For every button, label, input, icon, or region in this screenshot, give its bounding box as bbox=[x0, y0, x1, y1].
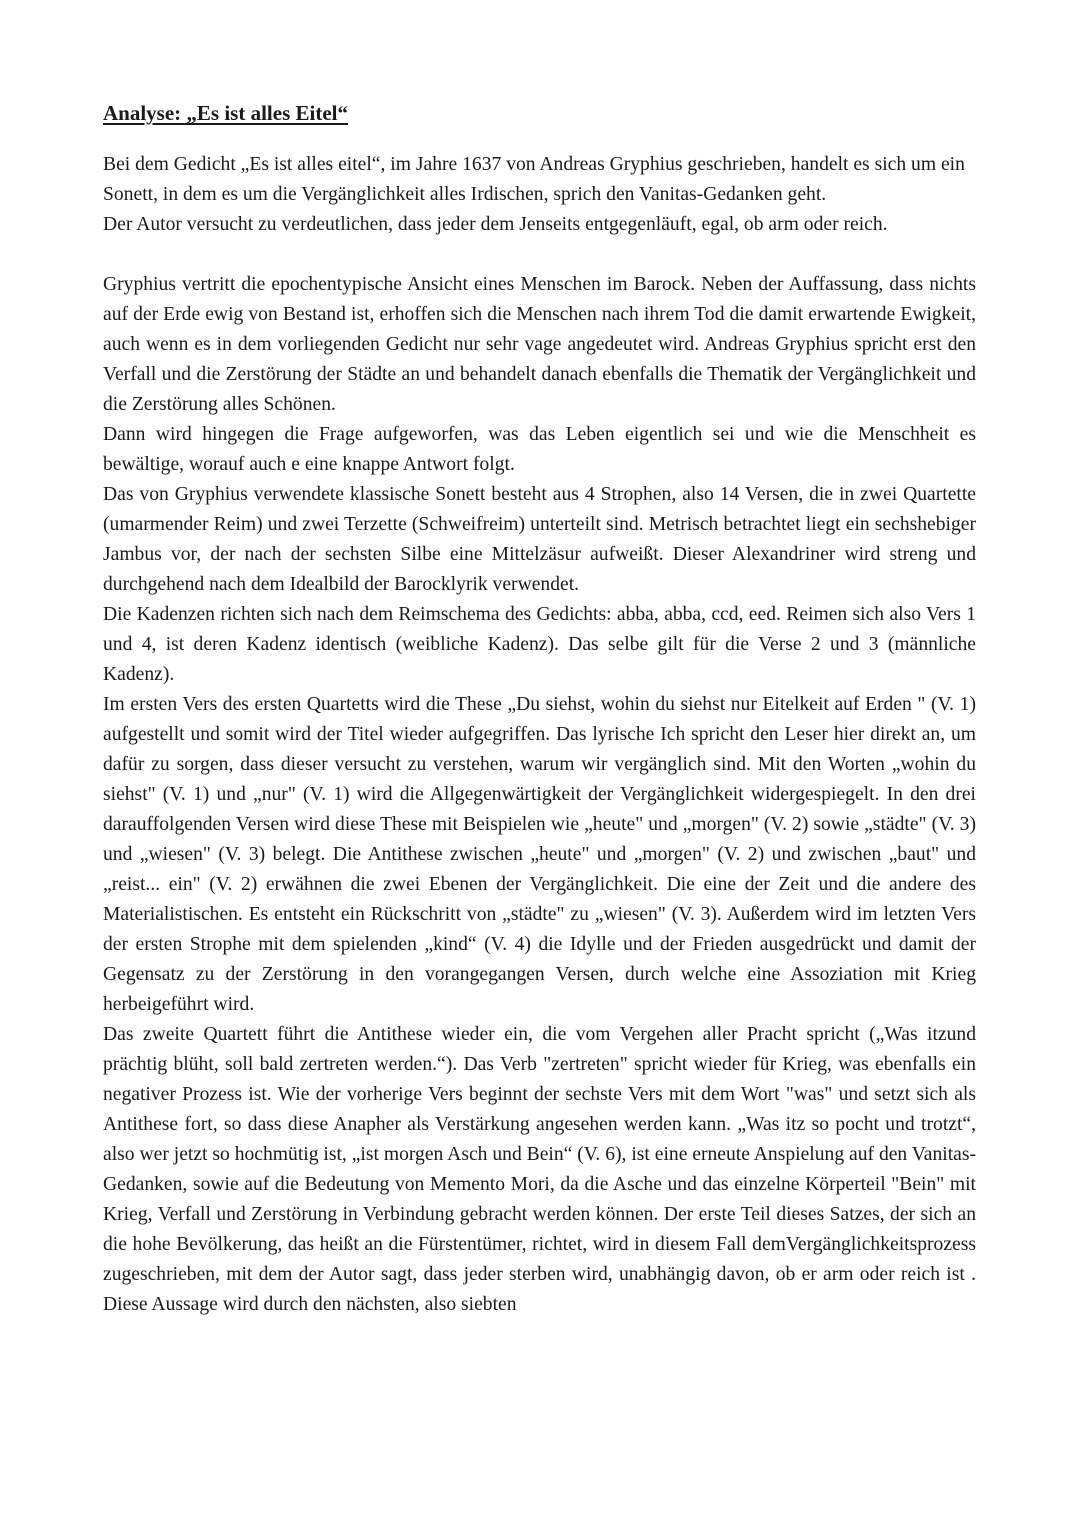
body-section bbox=[103, 270, 976, 1320]
body-paragraph: Im ersten Vers des ersten Quartetts wird die These „Du siehst, wohin du siehst nur Eitelkeit auf Erden " (V. 1) aufgestellt und somit wird der Titel wieder aufgegriffen. Das lyrische Ich spricht den Leser hier direkt an, um dafür zu sorgen, dass dieser versucht zu verstehen, warum wir vergänglich sind. Mit den Worten „wohin du siehst" (V. 1) und „nur" (V. 1) wird die Allgegenwärtigkeit der Vergänglichkeit widergespiegelt. In den drei darauffolgenden Versen wird diese These mit Beispielen wie „heute" und „morgen" (V. 2) sowie „städte" (V. 3) und „wiesen" (V. 3) belegt. Die Antithese zwischen „heute" und „morgen" (V. 2) und zwischen „baut" und „reist... ein" (V. 2) erwähnen die zwei Ebenen der Vergänglichkeit. Die eine der Zeit und die andere des Materialistischen. Es entsteht ein Rückschritt von „städte" zu „wiesen" (V. 3). Außerdem wird im letzten Vers der ersten Strophe mit dem spielenden „kind“ (V. 4) die Idylle und der Frieden ausgedrückt und damit der Gegensatz zu der Zerstörung in den vorangegangen Versen, durch welche eine Assoziation mit Krieg herbeigeführt wird. bbox=[103, 694, 976, 1015]
intro-paragraph: Bei dem Gedicht „Es ist alles eitel“, im Jahre 1637 von Andreas Gryphius geschrieben, handelt es sich um ein Sonett, in dem es um die Vergänglichkeit alles Irdischen, sprich den Vanitas-Gedanken geht. bbox=[103, 154, 965, 205]
body-paragraph: Das zweite Quartett führt die Antithese wieder ein, die vom Vergehen aller Pracht spricht („Was itzund prächtig blüht, soll bald zertreten werden.“). Das Verb "zertreten" spricht wieder für Krieg, was ebenfalls ein negativer Prozess ist. Wie der vorherige Vers beginnt der sechste Vers mit dem Wort "was" und setzt sich als Antithese fort, so dass diese Anapher als Verstärkung angesehen werden kann. „Was itz so pocht und trotzt“, also wer jetzt so hochmütig ist, „ist morgen Asch und Bein“ (V. 6), ist eine erneute Anspielung auf den Vanitas-Gedanken, sowie auf die Bedeutung von Memento Mori, da die Asche und das einzelne Körperteil "Bein" mit Krieg, Verfall und Zerstörung in Verbindung gebracht werden können. Der erste Teil dieses Satzes, der sich an die hohe Bevölkerung, das heißt an die Fürstentümer, richtet, wird in diesem Fall demVergänglichkeitsprozess zugeschrieben, mit dem der Autor sagt, dass jeder sterben wird, unabhängig davon, ob er arm oder reich ist . Diese Aussage wird durch den nächsten, also siebten bbox=[103, 1024, 976, 1315]
intro-section bbox=[103, 150, 976, 240]
body-paragraph: Die Kadenzen richten sich nach dem Reimschema des Gedichts: abba, abba, ccd, eed. Reimen sich also Vers 1 und 4, ist deren Kadenz identisch (weibliche Kadenz). Das selbe gilt für die Verse 2 und 3 (männliche Kadenz). bbox=[103, 604, 976, 685]
body-paragraph: Gryphius vertritt die epochentypische Ansicht eines Menschen im Barock. Neben der Auffassung, dass nichts auf der Erde ewig von Bestand ist, erhoffen sich die Menschen nach ihrem Tod die damit erwartende Ewigkeit, auch wenn es in dem vorliegenden Gedicht nur sehr vage angedeutet wird. Andreas Gryphius spricht erst den Verfall und die Zerstörung der Städte an und behandelt danach ebenfalls die Thematik der Vergänglichkeit und die Zerstörung alles Schönen. bbox=[103, 274, 976, 415]
document-title: Analyse: „Es ist alles Eitel“ bbox=[103, 101, 348, 125]
document-page bbox=[103, 98, 976, 1320]
body-paragraph: Dann wird hingegen die Frage aufgeworfen, was das Leben eigentlich sei und wie die Menschheit es bewältige, worauf auch e eine knappe Antwort folgt. bbox=[103, 424, 976, 475]
body-paragraph: Das von Gryphius verwendete klassische Sonett besteht aus 4 Strophen, also 14 Versen, die in zwei Quartette (umarmender Reim) und zwei Terzette (Schweifreim) unterteilt sind. Metrisch betrachtet liegt ein sechshebiger Jambus vor, der nach der sechsten Silbe eine Mittelzäsur aufweißt. Dieser Alexandriner wird streng und durchgehend nach dem Idealbild der Barocklyrik verwendet. bbox=[103, 484, 976, 595]
intro-paragraph: Der Autor versucht zu verdeutlichen, dass jeder dem Jenseits entgegenläuft, egal, ob arm oder reich. bbox=[103, 214, 888, 235]
